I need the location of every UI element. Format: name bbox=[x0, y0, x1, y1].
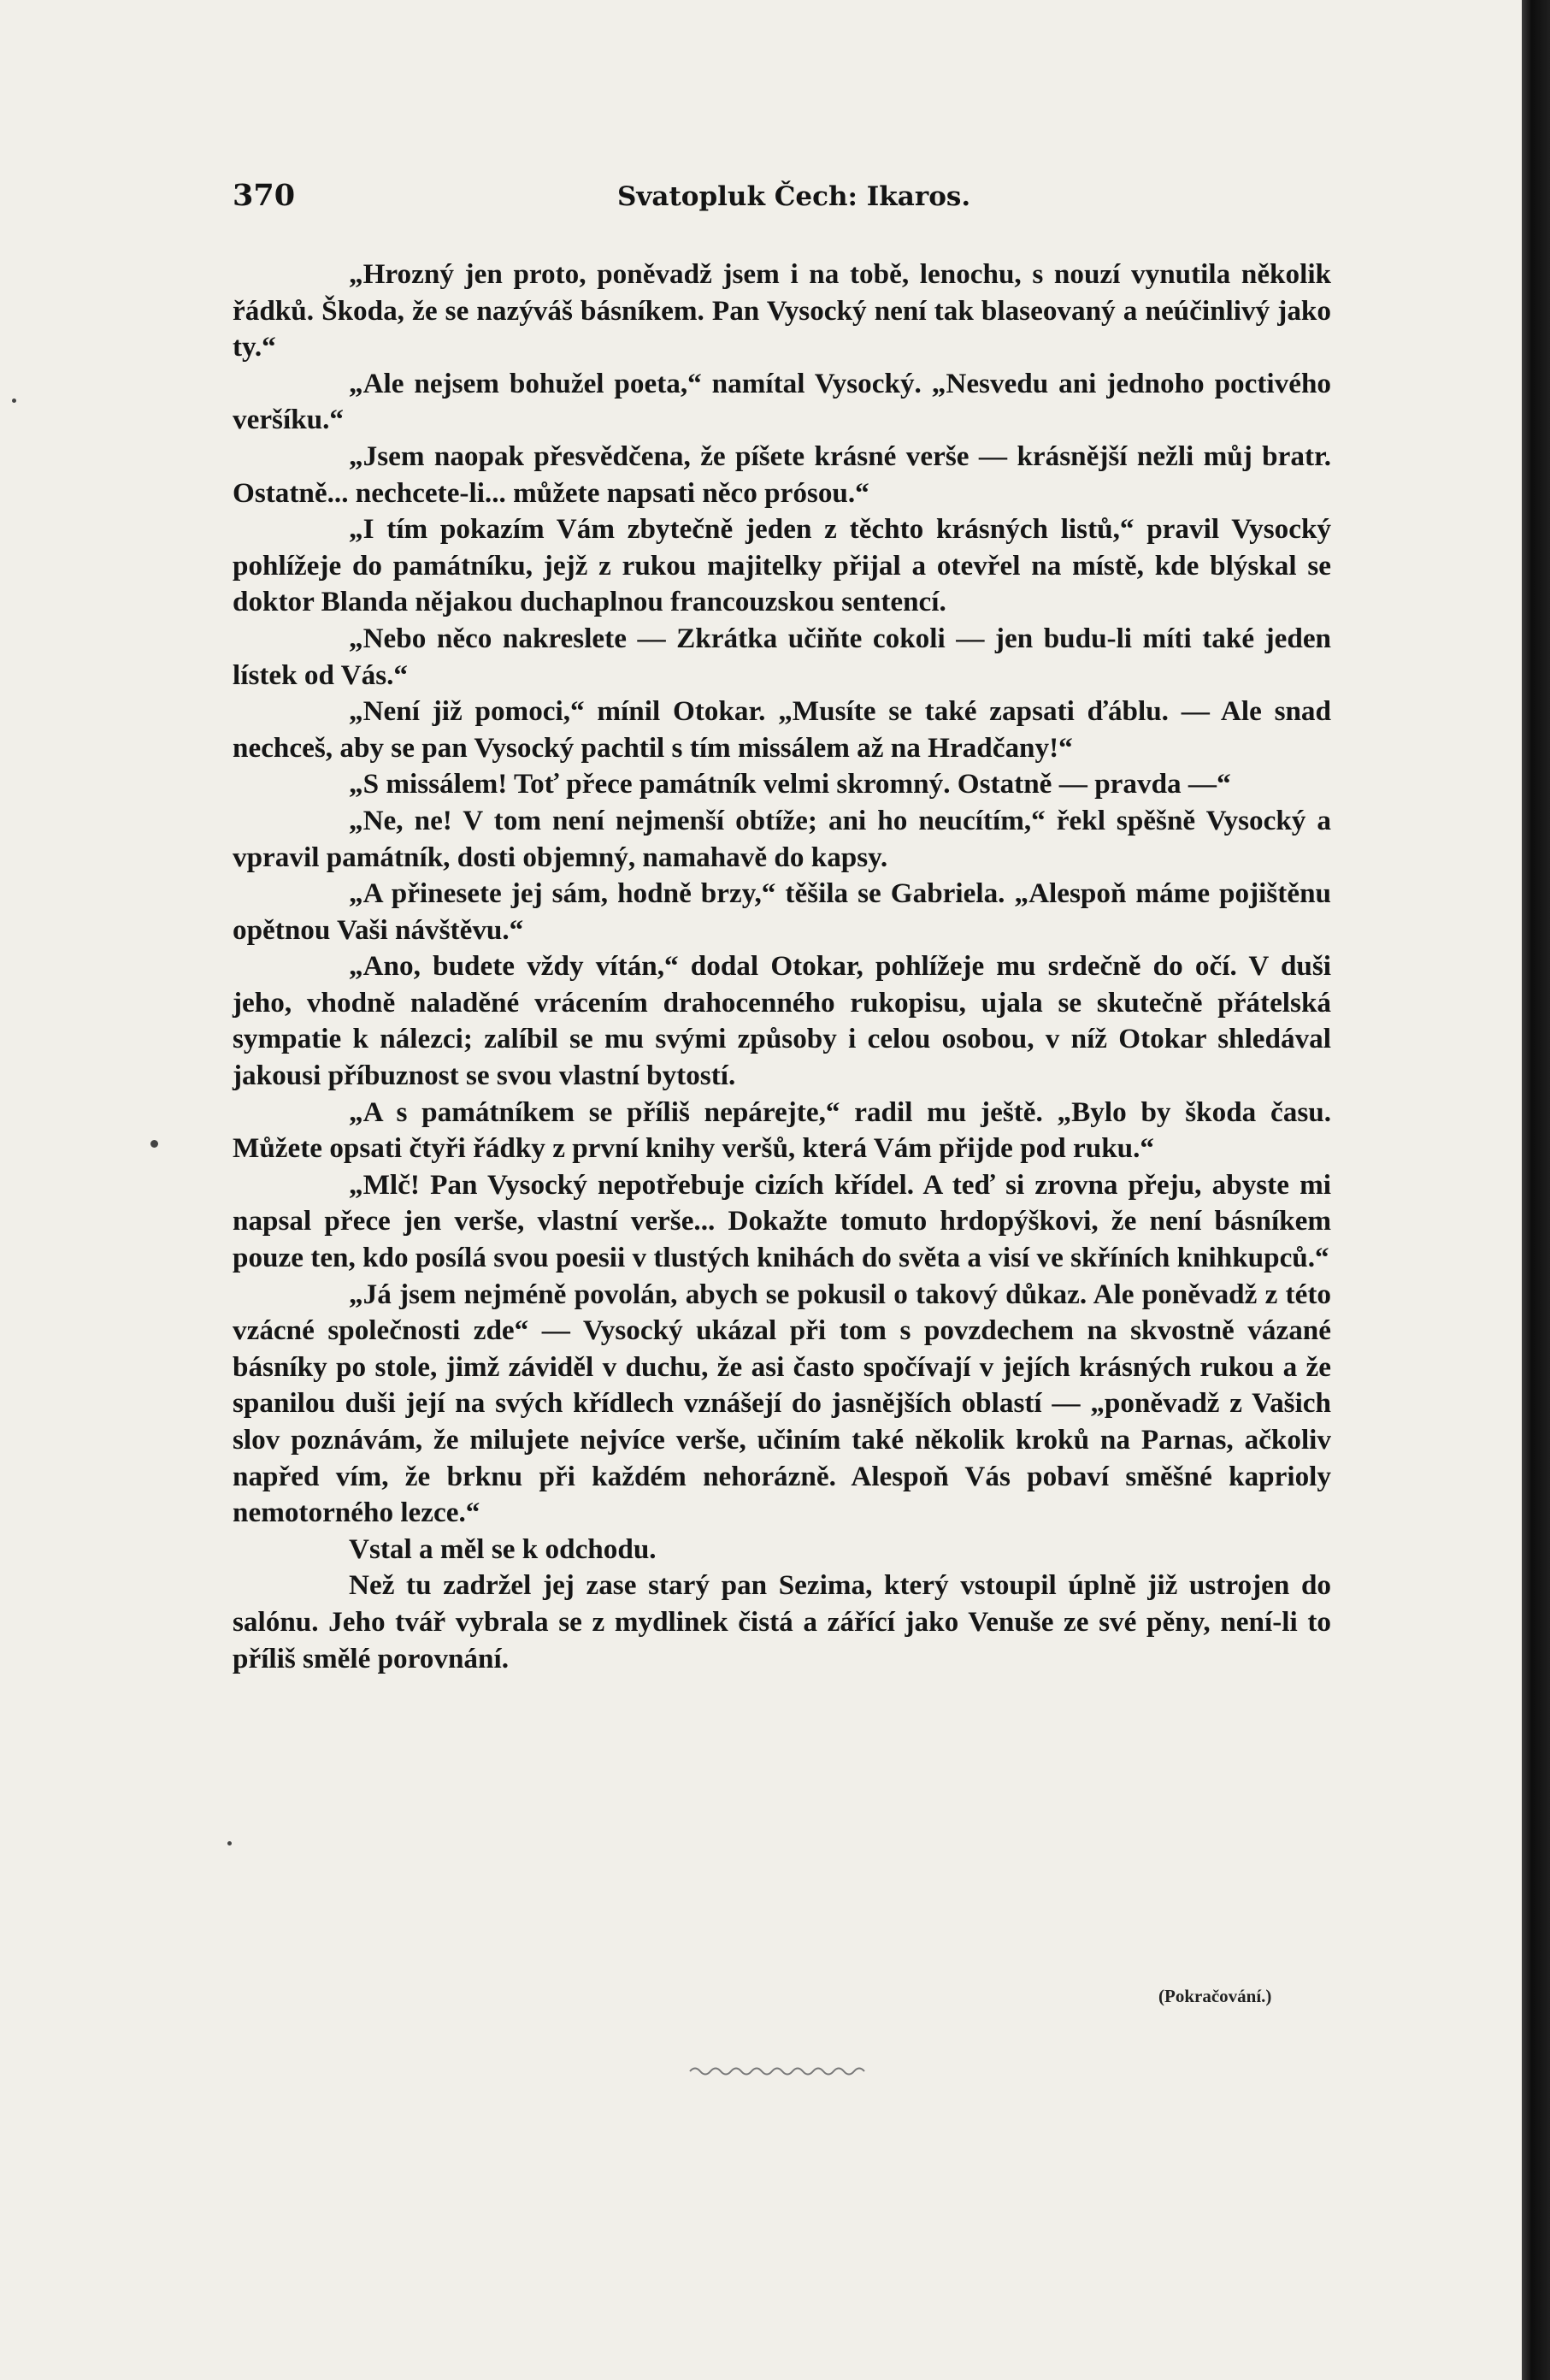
paragraph: Vstal a měl se k odchodu. bbox=[349, 1533, 657, 1565]
page-number: 370 bbox=[233, 178, 296, 213]
paragraph: „Ale nejsem bohužel poeta,“ namítal Vysocký. „Nesvedu ani jednoho poctivého veršíku.“ bbox=[233, 367, 1331, 436]
continued-note: (Pokračování.) bbox=[1158, 1986, 1272, 2006]
paragraph: „A přinesete jej sám, hodně brzy,“ těšila se Gabriela. „Alespoň máme pojištěnu opětnou Vaši návštěvu.“ bbox=[233, 877, 1331, 946]
paragraph: „Mlč! Pan Vysocký nepotřebuje cizích křídel. A teď si zrovna přeju, abyste mi napsal přece jen verše, vlastní verše... Dokažte tomuto hrdopýškovi, že není básníkem pouze ten, kdo posílá svou poesii v tlustých knihách do světa a visí ve skříních knihkupců.“ bbox=[233, 1168, 1331, 1274]
print-speck bbox=[150, 1140, 158, 1148]
paragraph: „Ano, budete vždy vítán,“ dodal Otokar, pohlížeje mu srdečně do očí. V duši jeho, vhodně naladěné vrácením drahocenného rukopisu, ujala se skutečně přátelská sympatie k nálezci; zalíbil se mu svými způsoby i celou osobou, v níž Otokar shledával jakousi příbuznost se svou vlastní bytostí. bbox=[233, 950, 1331, 1092]
paragraph: „Já jsem nejméně povolán, abych se pokusil o takový důkaz. Ale poněvadž z této vzácné společnosti zde“ — Vysocký ukázal při tom s povzdechem na skvostně vázané básníky po stole, jimž záviděl v duchu, že asi často spočívají v jejích krásných rukou a že spanilou duši její na svých křídlech vznášejí do jasnějších oblastí — „poněvadž z Vašich slov poznávám, že milujete nejvíce verše, učiním také několik kroků na Parnas, ačkoliv napřed vím, že brknu při každém nehorázně. Alespoň Vás pobaví směšné kaprioly nemotorného lezce.“ bbox=[233, 1278, 1331, 1529]
page-header bbox=[233, 178, 1331, 221]
paragraph: „A s památníkem se příliš nepárejte,“ radil mu ještě. „Bylo by škoda času. Můžete opsati čtyři řádky z první knihy veršů, která Vám přijde pod ruku.“ bbox=[233, 1096, 1331, 1165]
scan-edge bbox=[1522, 0, 1550, 2380]
paragraph: „Nebo něco nakreslete — Zkrátka učiňte cokoli — jen budu-li míti také jeden lístek od Vás.“ bbox=[233, 622, 1331, 691]
body-text bbox=[233, 257, 1331, 1677]
paragraph: Než tu zadržel jej zase starý pan Sezima, který vstoupil úplně již ustrojen do salónu. Jeho tvář vybrala se z mydlinek čistá a zářící jako Venuše ze své pěny, není-li to příliš smělé porovnání. bbox=[233, 1569, 1331, 1674]
wavy-rule-ornament bbox=[688, 2063, 872, 2082]
paragraph: „S missálem! Toť přece památník velmi skromný. Ostatně — pravda —“ bbox=[349, 768, 1231, 800]
paragraph: „Jsem naopak přesvědčena, že píšete krásné verše — krásnější nežli můj bratr. Ostatně... nechcete-li... můžete napsati něco prósou.“ bbox=[233, 440, 1331, 509]
print-speck bbox=[227, 1841, 232, 1846]
paragraph: „Hrozný jen proto, poněvadž jsem i na tobě, lenochu, s nouzí vynutila několik řádků. Škoda, že se nazýváš básníkem. Pan Vysocký není tak blaseovaný a neúčinlivý jako ty.“ bbox=[233, 258, 1331, 363]
running-title: Svatopluk Čech: Ikaros. bbox=[617, 181, 971, 212]
paragraph: „I tím pokazím Vám zbytečně jeden z těchto krásných listů,“ pravil Vysocký pohlížeje do památníku, jejž z rukou majitelky přijal a otevřel na místě, kde blýskal se doktor Blanda nějakou duchaplnou francouzskou sentencí. bbox=[233, 513, 1331, 618]
paragraph: „Není již pomoci,“ mínil Otokar. „Musíte se také zapsati ďáblu. — Ale snad nechceš, aby se pan Vysocký pachtil s tím missálem až na Hradčany!“ bbox=[233, 695, 1331, 764]
print-speck bbox=[12, 399, 16, 403]
paragraph: „Ne, ne! V tom není nejmenší obtíže; ani ho neucítím,“ řekl spěšně Vysocký a vpravil památník, dosti objemný, namahavě do kapsy. bbox=[233, 804, 1331, 873]
